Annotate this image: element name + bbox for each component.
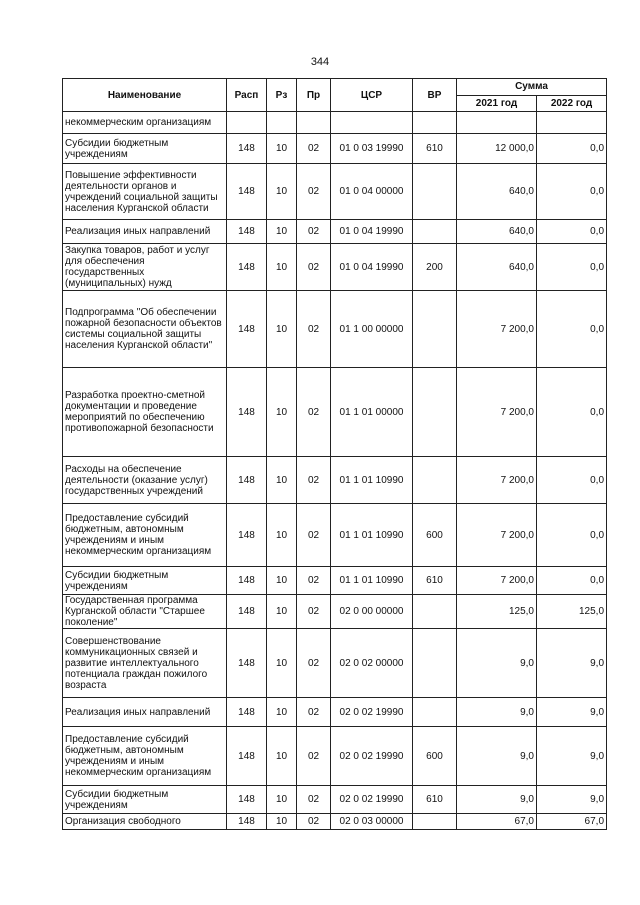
cell-csr: 01 1 01 10990 [331,567,413,595]
cell-y2021: 7 200,0 [457,457,537,504]
cell-y2021: 9,0 [457,727,537,786]
table-row [63,698,607,727]
cell-y2021: 9,0 [457,786,537,814]
cell-y2021 [457,112,537,134]
cell-rasp: 148 [227,134,267,164]
cell-csr: 02 0 03 00000 [331,814,413,830]
cell-y2022: 0,0 [537,368,607,457]
table-row [63,727,607,786]
cell-y2021: 640,0 [457,164,537,220]
cell-y2022: 0,0 [537,244,607,291]
cell-y2021: 12 000,0 [457,134,537,164]
cell-y2021: 7 200,0 [457,567,537,595]
cell-pr: 02 [297,220,331,244]
header-2021: 2021 год [457,95,537,112]
cell-name: Разработка проектно-сметной документации и проведение мероприятий по обеспечению противопожарной безопасности [63,368,227,457]
cell-rz: 10 [267,220,297,244]
cell-pr: 02 [297,567,331,595]
table-row [63,112,607,134]
cell-rz: 10 [267,368,297,457]
page-number: 344 [310,56,330,68]
cell-pr: 02 [297,814,331,830]
cell-rasp: 148 [227,814,267,830]
cell-rz: 10 [267,504,297,567]
cell-name: Расходы на обеспечение деятельности (оказание услуг) государственных учреждений [63,457,227,504]
cell-y2022: 0,0 [537,291,607,368]
cell-pr: 02 [297,134,331,164]
cell-rasp: 148 [227,567,267,595]
cell-vr [413,368,457,457]
budget-table [62,78,607,830]
cell-rz: 10 [267,786,297,814]
cell-y2022: 0,0 [537,134,607,164]
cell-name: Субсидии бюджетным учреждениям [63,567,227,595]
cell-pr: 02 [297,244,331,291]
cell-y2021: 640,0 [457,244,537,291]
cell-vr [413,629,457,698]
cell-csr [331,112,413,134]
cell-rz: 10 [267,164,297,220]
table-row [63,595,607,629]
cell-vr: 610 [413,567,457,595]
cell-rasp: 148 [227,457,267,504]
cell-rasp: 148 [227,595,267,629]
cell-rasp: 148 [227,629,267,698]
cell-pr: 02 [297,368,331,457]
cell-rasp: 148 [227,786,267,814]
cell-name: Организация свободного [63,814,227,830]
table-row [63,291,607,368]
cell-pr: 02 [297,786,331,814]
header-2022: 2022 год [537,95,607,112]
cell-vr: 600 [413,504,457,567]
cell-csr: 01 1 01 10990 [331,504,413,567]
cell-y2021: 7 200,0 [457,504,537,567]
cell-csr: 02 0 02 19990 [331,786,413,814]
cell-rasp: 148 [227,220,267,244]
cell-vr [413,112,457,134]
header-vr: ВР [413,79,457,112]
cell-pr: 02 [297,727,331,786]
cell-pr [297,112,331,134]
cell-rz: 10 [267,457,297,504]
cell-y2022: 125,0 [537,595,607,629]
cell-csr: 01 1 01 10990 [331,457,413,504]
cell-vr [413,164,457,220]
cell-y2022: 9,0 [537,629,607,698]
table-row [63,220,607,244]
cell-vr [413,814,457,830]
cell-y2021: 9,0 [457,629,537,698]
cell-pr: 02 [297,595,331,629]
header-rasp: Расп [227,79,267,112]
table-row [63,567,607,595]
cell-y2022: 0,0 [537,504,607,567]
cell-csr: 02 0 00 00000 [331,595,413,629]
cell-csr: 02 0 02 19990 [331,727,413,786]
cell-name: Предоставление субсидий бюджетным, автономным учреждениям и иным некоммерческим организациям [63,504,227,567]
cell-csr: 01 0 03 19990 [331,134,413,164]
table-row [63,457,607,504]
cell-vr [413,457,457,504]
cell-y2021: 67,0 [457,814,537,830]
cell-csr: 01 0 04 19990 [331,220,413,244]
cell-name: некоммерческим организациям [63,112,227,134]
cell-y2021: 125,0 [457,595,537,629]
header-csr: ЦСР [331,79,413,112]
cell-vr: 200 [413,244,457,291]
cell-name: Подпрограмма "Об обеспечении пожарной безопасности объектов системы социальной защиты населения Курганской области" [63,291,227,368]
cell-csr: 02 0 02 00000 [331,629,413,698]
cell-y2022: 9,0 [537,727,607,786]
table-row [63,504,607,567]
header-pr: Пр [297,79,331,112]
cell-rasp: 148 [227,368,267,457]
table-body [63,112,607,830]
cell-pr: 02 [297,629,331,698]
cell-rz: 10 [267,291,297,368]
table-header [63,79,607,112]
cell-rz: 10 [267,727,297,786]
cell-name: Закупка товаров, работ и услуг для обеспечения государственных (муниципальных) нужд [63,244,227,291]
cell-pr: 02 [297,457,331,504]
cell-rasp: 148 [227,244,267,291]
cell-name: Субсидии бюджетным учреждениям [63,134,227,164]
cell-csr: 02 0 02 19990 [331,698,413,727]
cell-vr: 610 [413,786,457,814]
header-rz: Рз [267,79,297,112]
cell-rasp: 148 [227,291,267,368]
cell-csr: 01 1 01 00000 [331,368,413,457]
cell-y2022: 0,0 [537,220,607,244]
cell-y2022: 9,0 [537,698,607,727]
header-name: Наименование [63,79,227,112]
cell-name: Реализация иных направлений [63,698,227,727]
cell-y2022: 0,0 [537,567,607,595]
cell-rz: 10 [267,567,297,595]
table-row [63,629,607,698]
header-sum: Сумма [457,79,607,96]
cell-pr: 02 [297,698,331,727]
cell-rasp [227,112,267,134]
cell-csr: 01 0 04 00000 [331,164,413,220]
cell-rz: 10 [267,698,297,727]
table-row [63,244,607,291]
cell-vr [413,595,457,629]
cell-y2022: 67,0 [537,814,607,830]
cell-name: Совершенствование коммуникационных связей и развитие интеллектуального потенциала граждан пожилого возраста [63,629,227,698]
table-row [63,164,607,220]
cell-y2021: 9,0 [457,698,537,727]
cell-pr: 02 [297,291,331,368]
cell-y2021: 7 200,0 [457,368,537,457]
table-row [63,786,607,814]
table-row [63,814,607,830]
cell-rz: 10 [267,244,297,291]
cell-y2022 [537,112,607,134]
cell-y2021: 7 200,0 [457,291,537,368]
cell-csr: 01 0 04 19990 [331,244,413,291]
cell-name: Субсидии бюджетным учреждениям [63,786,227,814]
cell-pr: 02 [297,164,331,220]
table-row [63,134,607,164]
cell-y2022: 9,0 [537,786,607,814]
cell-rz: 10 [267,814,297,830]
cell-rz: 10 [267,134,297,164]
cell-rz: 10 [267,595,297,629]
cell-rz: 10 [267,629,297,698]
cell-rasp: 148 [227,727,267,786]
cell-name: Повышение эффективности деятельности органов и учреждений социальной защиты населения Курганской области [63,164,227,220]
table-row [63,368,607,457]
cell-vr [413,220,457,244]
cell-vr [413,698,457,727]
cell-y2021: 640,0 [457,220,537,244]
cell-csr: 01 1 00 00000 [331,291,413,368]
cell-rasp: 148 [227,504,267,567]
cell-rasp: 148 [227,698,267,727]
cell-name: Государственная программа Курганской области "Старшее поколение" [63,595,227,629]
cell-vr: 610 [413,134,457,164]
cell-rasp: 148 [227,164,267,220]
cell-y2022: 0,0 [537,457,607,504]
cell-vr [413,291,457,368]
cell-name: Предоставление субсидий бюджетным, автономным учреждениям и иным некоммерческим организациям [63,727,227,786]
cell-name: Реализация иных направлений [63,220,227,244]
cell-pr: 02 [297,504,331,567]
cell-vr: 600 [413,727,457,786]
cell-y2022: 0,0 [537,164,607,220]
cell-rz [267,112,297,134]
